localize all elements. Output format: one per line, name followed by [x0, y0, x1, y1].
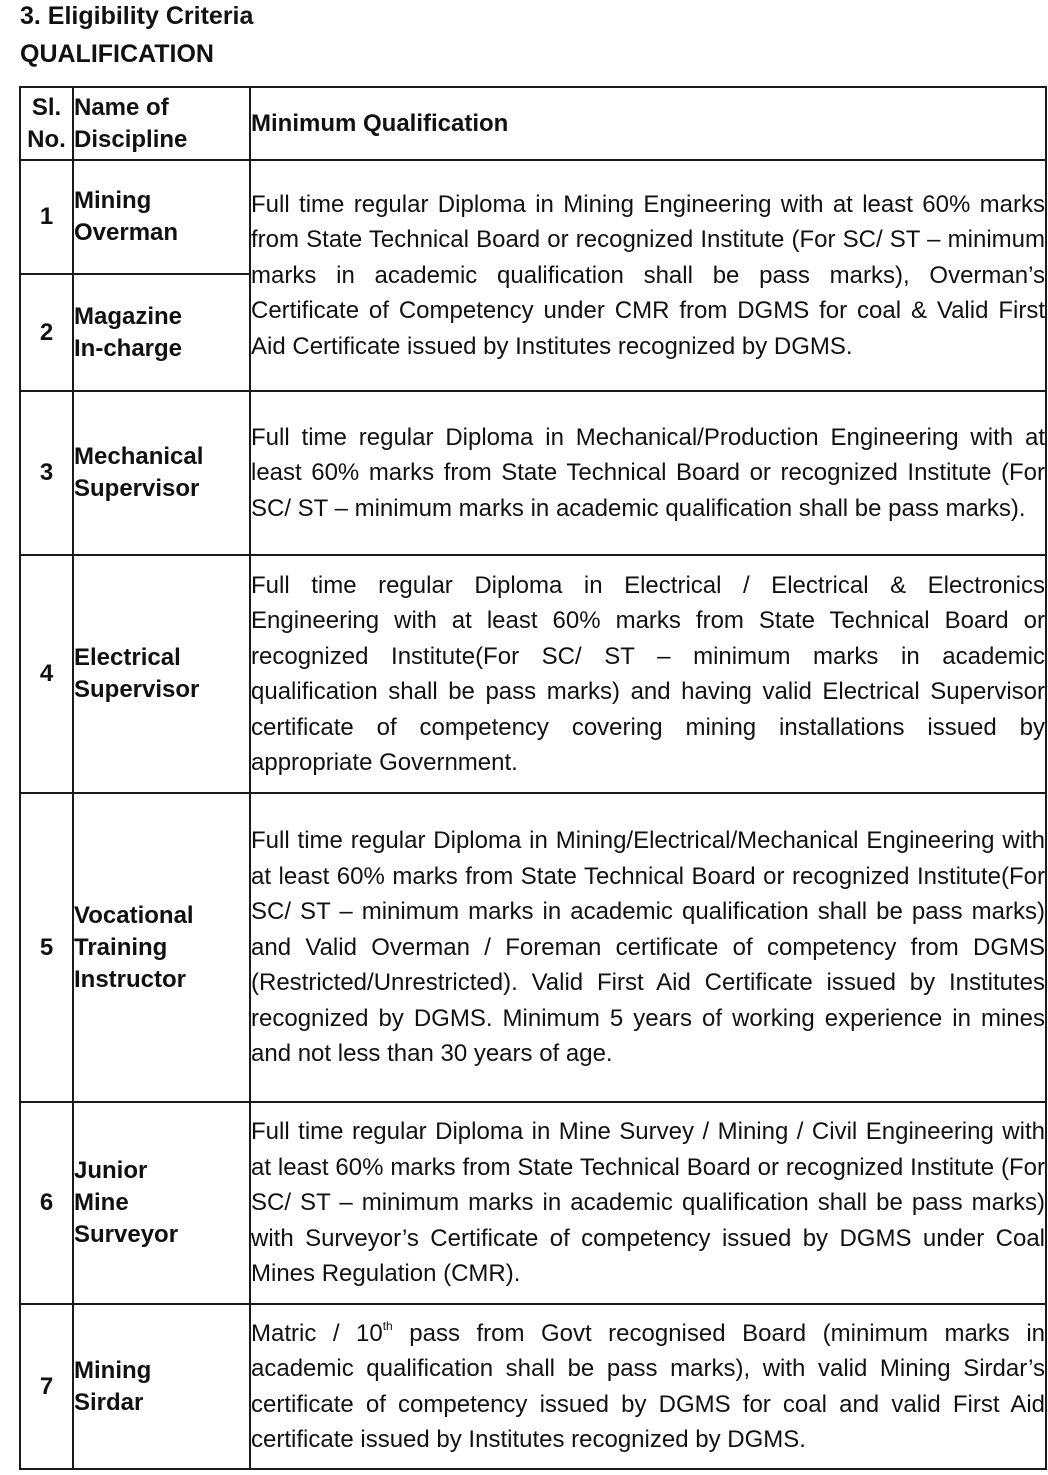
discipline-name-line: Mining — [74, 1356, 152, 1384]
table-row — [20, 391, 1046, 555]
header-discipline-line1: Name of — [74, 93, 169, 121]
header-qualification: Minimum Qualification — [250, 87, 1046, 160]
discipline-name-line: Electrical — [74, 644, 181, 671]
discipline-name-line: Mining — [74, 187, 152, 214]
discipline-name-line: Junior — [74, 1157, 148, 1184]
discipline-name-line: Supervisor — [74, 676, 200, 703]
discipline-name-line: Mechanical — [74, 443, 204, 470]
qualification-text: Full time regular Diploma in Electrical / Electrical & Electronics Engineering with at least 60% marks from State Technical Board or recognized Institute(For SC/ ST – minimum marks in academic qualification shall be pass marks) and having valid Electrical Supervisor certificate of competency covering mining installations issued by appropriate Government. — [250, 555, 1046, 793]
header-sl-no — [20, 87, 73, 160]
row-number: 2 — [20, 274, 73, 391]
table-header-row — [20, 87, 1046, 160]
discipline-name — [73, 555, 250, 793]
table-row — [20, 1304, 1046, 1469]
qualification-text — [250, 1304, 1046, 1469]
row-number: 7 — [20, 1304, 73, 1469]
discipline-name-line: In-charge — [74, 334, 183, 362]
table-row — [20, 555, 1046, 793]
qualification-text-part: pass from Govt recognised Board (minimum marks in academic qualification shall be pass marks), with valid Mining Sirdar’s certificate of competency issued by DGMS for coal and valid First Aid certificate issued by Institutes recognized by DGMS. — [251, 1319, 1045, 1453]
discipline-name-line: Training — [74, 933, 168, 961]
discipline-name-line: Vocational — [74, 901, 194, 929]
discipline-name — [73, 274, 250, 391]
discipline-name — [73, 793, 250, 1102]
discipline-name-line: Supervisor — [74, 475, 200, 502]
header-discipline-line2: Discipline — [74, 125, 188, 153]
header-discipline — [73, 87, 250, 160]
qualification-text-part: Matric / 10 — [251, 1319, 383, 1347]
row-number: 1 — [20, 160, 73, 274]
header-sl-no-line1: Sl. — [31, 93, 62, 121]
qualification-text: Full time regular Diploma in Mining/Electrical/Mechanical Engineering with at least 60% marks from State Technical Board or recognized Institute(For SC/ ST – minimum marks in academic qualification shall be pass marks) and Valid Overman / Foreman certificate of competency from DGMS (Restricted/Unrestricted). Valid First Aid Certificate issued by Institutes recognized by DGMS. Minimum 5 years of working experience in mines and not less than 30 years of age. — [250, 793, 1046, 1102]
discipline-name-line: Instructor — [74, 965, 187, 993]
discipline-name — [73, 391, 250, 555]
section-heading: 3. Eligibility Criteria — [20, 2, 254, 30]
discipline-name-line: Overman — [74, 219, 179, 246]
table-row — [20, 160, 1046, 274]
qualification-text: Full time regular Diploma in Mining Engineering with at least 60% marks from State Technical Board or recognized Institute (For SC/ ST – minimum marks in academic qualification shall be pass marks), Overman’s Certificate of Competency under CMR from DGMS for coal & Valid First Aid Certificate issued by Institutes recognized by DGMS. — [250, 160, 1046, 391]
header-sl-no-line2: No. — [27, 125, 66, 153]
table-row — [20, 793, 1046, 1102]
discipline-name — [73, 1304, 250, 1469]
discipline-name-line: Magazine — [74, 302, 183, 330]
table-row — [20, 1102, 1046, 1304]
row-number: 5 — [20, 793, 73, 1102]
discipline-name-line: Surveyor — [74, 1221, 179, 1248]
row-number: 3 — [20, 391, 73, 555]
discipline-name-line: Mine — [74, 1189, 129, 1216]
sub-heading: QUALIFICATION — [20, 40, 214, 68]
ordinal-superscript: th — [382, 1318, 393, 1333]
discipline-name-line: Sirdar — [74, 1388, 144, 1416]
row-number: 6 — [20, 1102, 73, 1304]
row-number: 4 — [20, 555, 73, 793]
qualification-text: Full time regular Diploma in Mine Survey / Mining / Civil Engineering with at least 60% marks from State Technical Board or recognized Institute (For SC/ ST – minimum marks in academic qualification shall be pass marks) with Surveyor’s Certificate of competency issued by DGMS under Coal Mines Regulation (CMR). — [250, 1102, 1046, 1304]
discipline-name — [73, 1102, 250, 1304]
discipline-name — [73, 160, 250, 274]
eligibility-table — [19, 86, 1047, 1470]
qualification-text: Full time regular Diploma in Mechanical/Production Engineering with at least 60% marks from State Technical Board or recognized Institute (For SC/ ST – minimum marks in academic qualification shall be pass marks). — [250, 391, 1046, 555]
